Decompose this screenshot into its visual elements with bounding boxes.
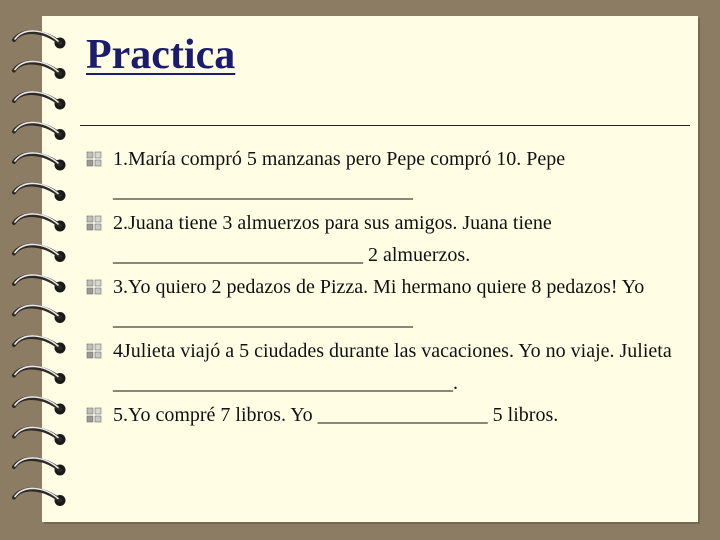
exercise-text: 4Julieta viajó a 5 ciudades durante las vacaciones. Yo no viaje. Julieta __________________________________. bbox=[113, 340, 672, 394]
binding-ring bbox=[14, 397, 66, 415]
binding-ring bbox=[14, 488, 66, 506]
page-title: Practica bbox=[86, 32, 236, 78]
binding-ring bbox=[14, 336, 66, 354]
binding-ring bbox=[14, 427, 66, 445]
binding-ring bbox=[14, 244, 66, 262]
exercise-text: 3.Yo quiero 2 pedazos de Pizza. Mi hermano quiere 8 pedazos! Yo ______________________________ bbox=[113, 276, 645, 330]
spiral-binding-icon bbox=[0, 0, 80, 540]
four-square-bullet-icon bbox=[86, 407, 102, 423]
binding-ring bbox=[14, 366, 66, 384]
exercise-text: 1.María compró 5 manzanas pero Pepe compró 10. Pepe ______________________________ bbox=[113, 148, 566, 202]
binding-ring bbox=[14, 153, 66, 171]
binding-ring bbox=[14, 122, 66, 140]
exercise-text: 2.Juana tiene 3 almuerzos para sus amigos. Juana tiene _________________________ 2 almuerzos. bbox=[113, 212, 552, 266]
exercise-item bbox=[86, 399, 686, 431]
four-square-bullet-icon bbox=[86, 151, 102, 167]
exercise-item bbox=[86, 207, 686, 271]
binding-ring bbox=[14, 31, 66, 49]
four-square-bullet-icon bbox=[86, 279, 102, 295]
binding-ring bbox=[14, 275, 66, 293]
exercise-item bbox=[86, 271, 686, 335]
binding-ring bbox=[14, 92, 66, 110]
four-square-bullet-icon bbox=[86, 343, 102, 359]
four-square-bullet-icon bbox=[86, 215, 102, 231]
exercise-text: 5.Yo compré 7 libros. Yo _________________ 5 libros. bbox=[113, 404, 559, 426]
exercise-item bbox=[86, 143, 686, 207]
exercise-item bbox=[86, 335, 686, 399]
binding-ring bbox=[14, 305, 66, 323]
binding-ring bbox=[14, 61, 66, 79]
exercise-list bbox=[86, 143, 686, 431]
binding-ring bbox=[14, 458, 66, 476]
binding-ring bbox=[14, 214, 66, 232]
title-divider bbox=[80, 125, 690, 126]
binding-ring bbox=[14, 183, 66, 201]
